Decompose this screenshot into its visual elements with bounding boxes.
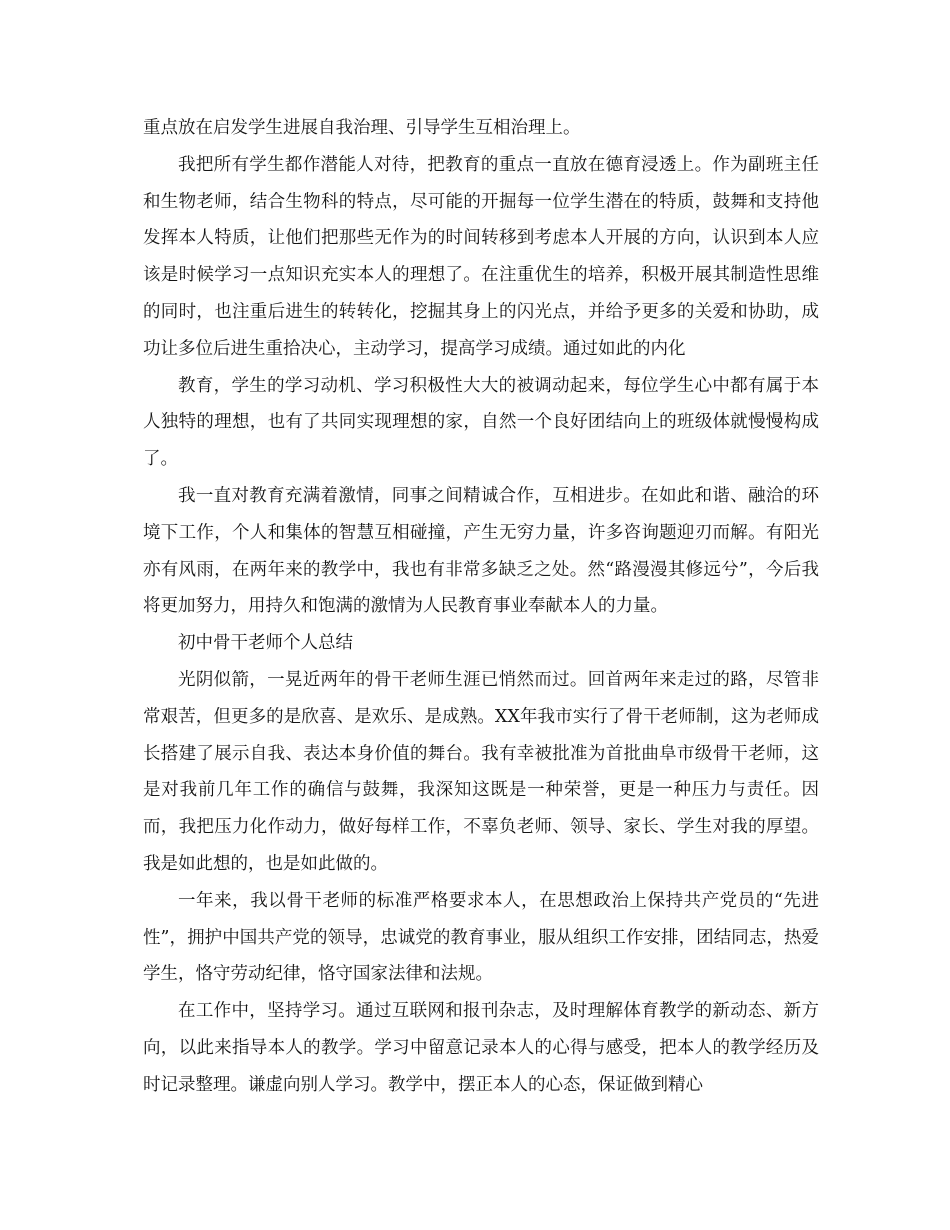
paragraph: 我把所有学生都作潜能人对待，把教育的重点一直放在德育浸透上。作为副班主任和生物老师，结合生物科的特点，尽可能的开掘每一位学生潜在的特质，鼓舞和支持他发挥本人特质，让他们把那些无作为的时间转移到考虑本人开展的方向，认识到本人应该是时候学习一点知识充实本人的理想了。在注重优生的培养，积极开展其制造性思维的同时，也注重后进生的转转化，挖掘其身上的闪光点，并给予更多的关爱和协助，成功让多位后进生重拾决心，主动学习，提高学习成绩。通过如此的内化	[143, 154, 819, 359]
paragraph: 一年来，我以骨干老师的标准严格要求本人，在思想政治上保持共产党员的“先进性”，拥护中国共产党的领导，忠诚党的教育事业，服从组织工作安排，团结同志，热爱学生，恪守劳动纪律，恪守国家法律和法规。	[143, 890, 819, 985]
paragraph: 重点放在启发学生进展自我治理、引导学生互相治理上。	[143, 118, 581, 138]
paragraph: 在工作中，坚持学习。通过互联网和报刊杂志，及时理解体育教学的新动态、新方向，以此来指导本人的教学。学习中留意记录本人的心得与感受，把本人的教学经历及时记录整理。谦虚向别人学习。教学中，摆正本人的心态，保证做到精心	[143, 1001, 819, 1095]
paragraph: 光阴似箭，一晃近两年的骨干老师生涯已悄然而过。回首两年来走过的路，尽管非常艰苦，但更多的是欣喜、是欢乐、是成熟。XX年我市实行了骨干老师制，这为老师成长搭建了展示自我、表达本身价值的舞台。我有幸被批准为首批曲阜市级骨干老师，这是对我前几年工作的确信与鼓舞，我深知这既是一种荣誉，更是一种压力与责任。因而，我把压力化作动力，做好每样工作，不辜负老师、领导、家长、学生对我的厚望。我是如此想的，也是如此做的。	[143, 669, 819, 874]
section-title: 初中骨干老师个人总结	[178, 633, 353, 654]
document-body	[143, 110, 819, 1104]
paragraph: 教育，学生的学习动机、学习积极性大大的被调动起来，每位学生心中都有属于本人独特的理想，也有了共同实现理想的家，自然一个良好团结向上的班级体就慢慢构成了。	[143, 375, 819, 470]
paragraph: 我一直对教育充满着激情，同事之间精诚合作，互相进步。在如此和谐、融洽的环境下工作，个人和集体的智慧互相碰撞，产生无穷力量，许多咨询题迎刃而解。有阳光亦有风雨，在两年来的教学中，我也有非常多缺乏之处。然“路漫漫其修远兮”，今后我将更加努力，用持久和饱满的激情为人民教育事业奉献本人的力量。	[143, 485, 819, 617]
